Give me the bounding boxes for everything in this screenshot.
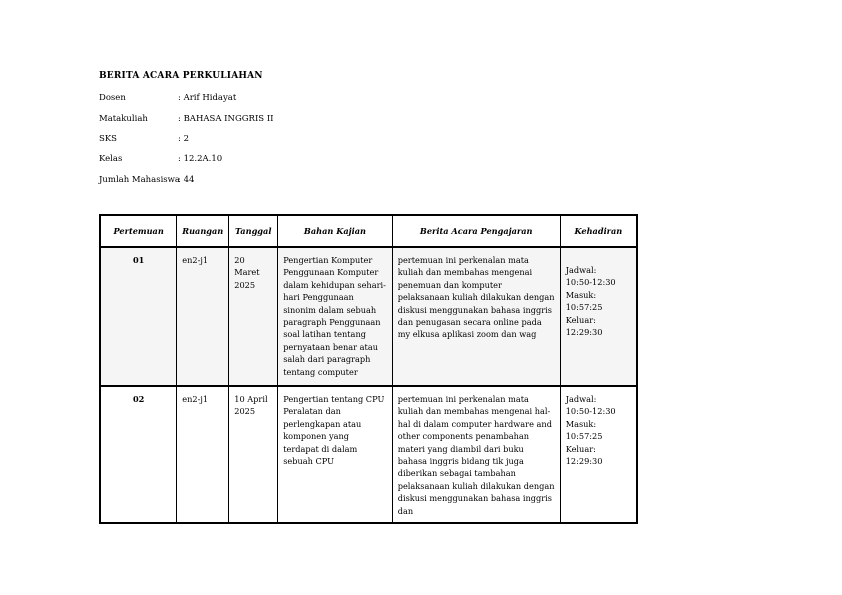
kehadiran-line: Jadwal: [565, 265, 597, 275]
kehadiran-line: Keluar: [565, 443, 596, 454]
header-ruangan: Ruangan [177, 215, 229, 247]
info-dosen [99, 93, 236, 103]
info-jumlah-mahasiswa [99, 175, 194, 185]
info-value: : 2 [178, 134, 189, 144]
cell-ruangan: en2-j1 [177, 386, 229, 523]
header-tanggal: Tanggal [229, 215, 278, 247]
info-label: Kelas [99, 154, 123, 164]
info-kelas [99, 154, 222, 164]
kehadiran-line: Jadwal: [565, 394, 597, 404]
info-label: Dosen [99, 93, 126, 103]
cell-kehadiran [560, 247, 637, 386]
kehadiran-line: 12:29:30 [565, 456, 603, 467]
kehadiran-line: 12:29:30 [565, 327, 603, 338]
info-sks [99, 134, 189, 144]
cell-pertemuan: 02 [100, 386, 177, 523]
kehadiran-line: 10:50-12:30 [565, 277, 616, 288]
info-label: SKS [99, 134, 117, 144]
document-title: BERITA ACARA PERKULIAHAN [99, 71, 263, 81]
table-row [100, 386, 637, 523]
cell-pertemuan: 01 [100, 247, 177, 386]
info-value: : 12.2A.10 [178, 154, 223, 164]
info-matakuliah [99, 114, 274, 124]
header-pertemuan: Pertemuan [100, 215, 177, 247]
kehadiran-line: 10:50-12:30 [565, 406, 616, 417]
cell-bahan-kajian: Pengertian tentang CPU Peralatan dan perlengkapan atau komponen yang terdapat di dalam sebuah CPU [278, 386, 393, 523]
cell-berita-acara: pertemuan ini perkenalan mata kuliah dan membahas mengenai penemuan dan komputer pelaksanaan kuliah dilakukan dengan diskusi menggunakan bahasa inggris dan penugasan secara online pada my elkusa aplikasi zoom dan wag [392, 247, 560, 386]
kehadiran-line: 10:57:25 [565, 302, 603, 313]
cell-berita-acara: pertemuan ini perkenalan mata kuliah dan membahas mengenai hal-hal di dalam computer hardware and other components penambahan materi yang diambil dari buku bahasa inggris bidang tik juga diberikan sebagai tambahan pelaksanaan kuliah dilakukan dengan diskusi menggunakan bahasa inggris dan [392, 386, 560, 523]
info-value: : Arif Hidayat [178, 93, 237, 103]
cell-tanggal: 10 April 2025 [229, 386, 278, 523]
cell-tanggal: 20 Maret 2025 [229, 247, 278, 386]
kehadiran-line: Keluar: [565, 314, 596, 325]
kehadiran-line: Masuk: [565, 289, 597, 300]
berita-acara-table [99, 214, 638, 524]
cell-ruangan: en2-j1 [177, 247, 229, 386]
header-berita-acara: Berita Acara Pengajaran [392, 215, 560, 247]
table-row [100, 247, 637, 386]
table-header-row [100, 215, 637, 247]
kehadiran-line: 10:57:25 [565, 431, 603, 442]
info-value: : 44 [178, 175, 195, 185]
cell-bahan-kajian: Pengertian Komputer Penggunaan Komputer dalam kehidupan sehari-hari Penggunaan sinonim dalam sebuah paragraph Penggunaan soal latihan tentang pernyataan benar atau salah dari paragraph tentang computer [278, 247, 393, 386]
info-label: Matakuliah [99, 114, 148, 124]
header-kehadiran: Kehadiran [560, 215, 637, 247]
info-value: : BAHASA INGGRIS II [178, 114, 274, 124]
header-bahan-kajian: Bahan Kajian [278, 215, 393, 247]
info-label: Jumlah Mahasiswa [99, 175, 181, 185]
kehadiran-line: Masuk: [565, 418, 597, 429]
cell-kehadiran [560, 386, 637, 523]
